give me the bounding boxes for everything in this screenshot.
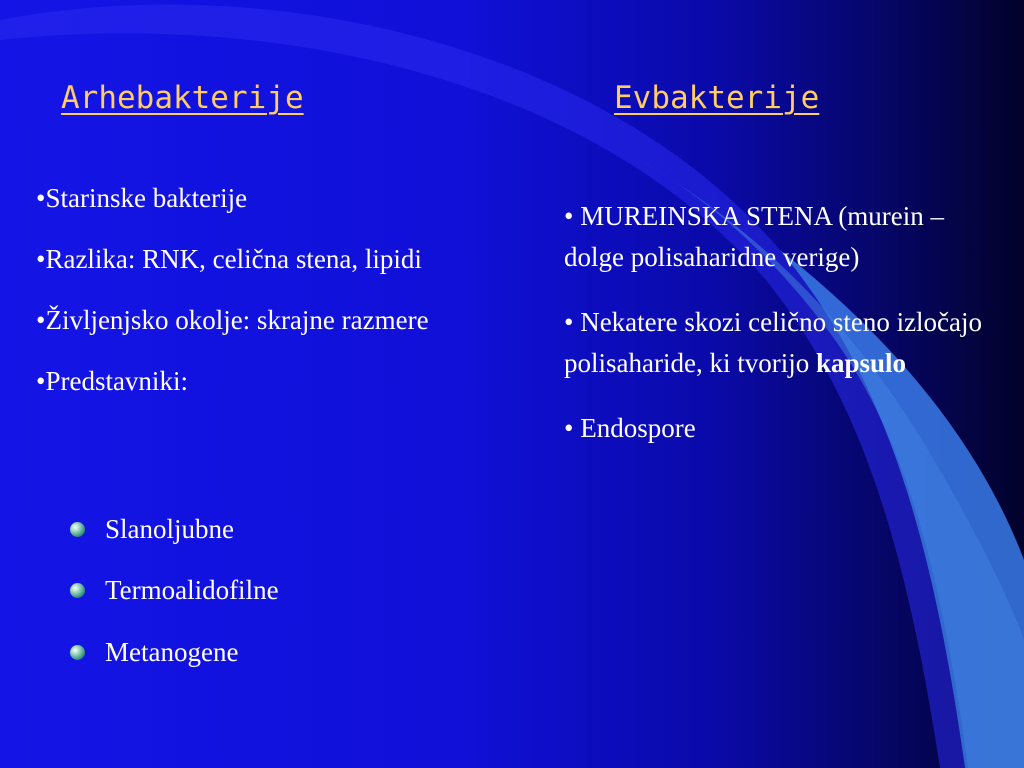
- right-item-1: • MUREINSKA STENA (murein –dolge polisaharidne verige): [564, 201, 944, 272]
- right-item-2-bold: kapsulo: [815, 348, 907, 378]
- sub-item-label: Termoalidofilne: [105, 575, 279, 605]
- left-item-1: •Starinske bakterije: [36, 183, 248, 213]
- sub-item-slanoljubne: [70, 514, 234, 545]
- title-evbakterije[interactable]: Evbakterije: [614, 80, 820, 116]
- right-item-3: • Endospore: [564, 413, 696, 443]
- right-item-2: [564, 302, 994, 384]
- left-item-3: •Življenjsko okolje: skrajne razmere: [36, 305, 429, 335]
- sub-item-label: Metanogene: [105, 637, 239, 667]
- sub-item-label: Slanoljubne: [105, 514, 234, 544]
- sub-item-termoalidofilne: [70, 575, 279, 606]
- left-item-2: •Razlika: RNK, celična stena, lipidi: [36, 244, 422, 274]
- right-column: [564, 196, 994, 473]
- sub-item-metanogene: [70, 637, 238, 668]
- bullet-ball-icon: [70, 645, 85, 660]
- title-arhebakterije[interactable]: Arhebakterije: [61, 80, 304, 116]
- bullet-ball-icon: [70, 583, 85, 598]
- left-item-4: •Predstavniki:: [36, 366, 188, 396]
- bullet-ball-icon: [70, 522, 85, 537]
- left-column: [36, 180, 476, 424]
- right-item-2-text: • Nekatere skozi celično steno izločajo polisaharide, ki tvorijo: [564, 307, 983, 378]
